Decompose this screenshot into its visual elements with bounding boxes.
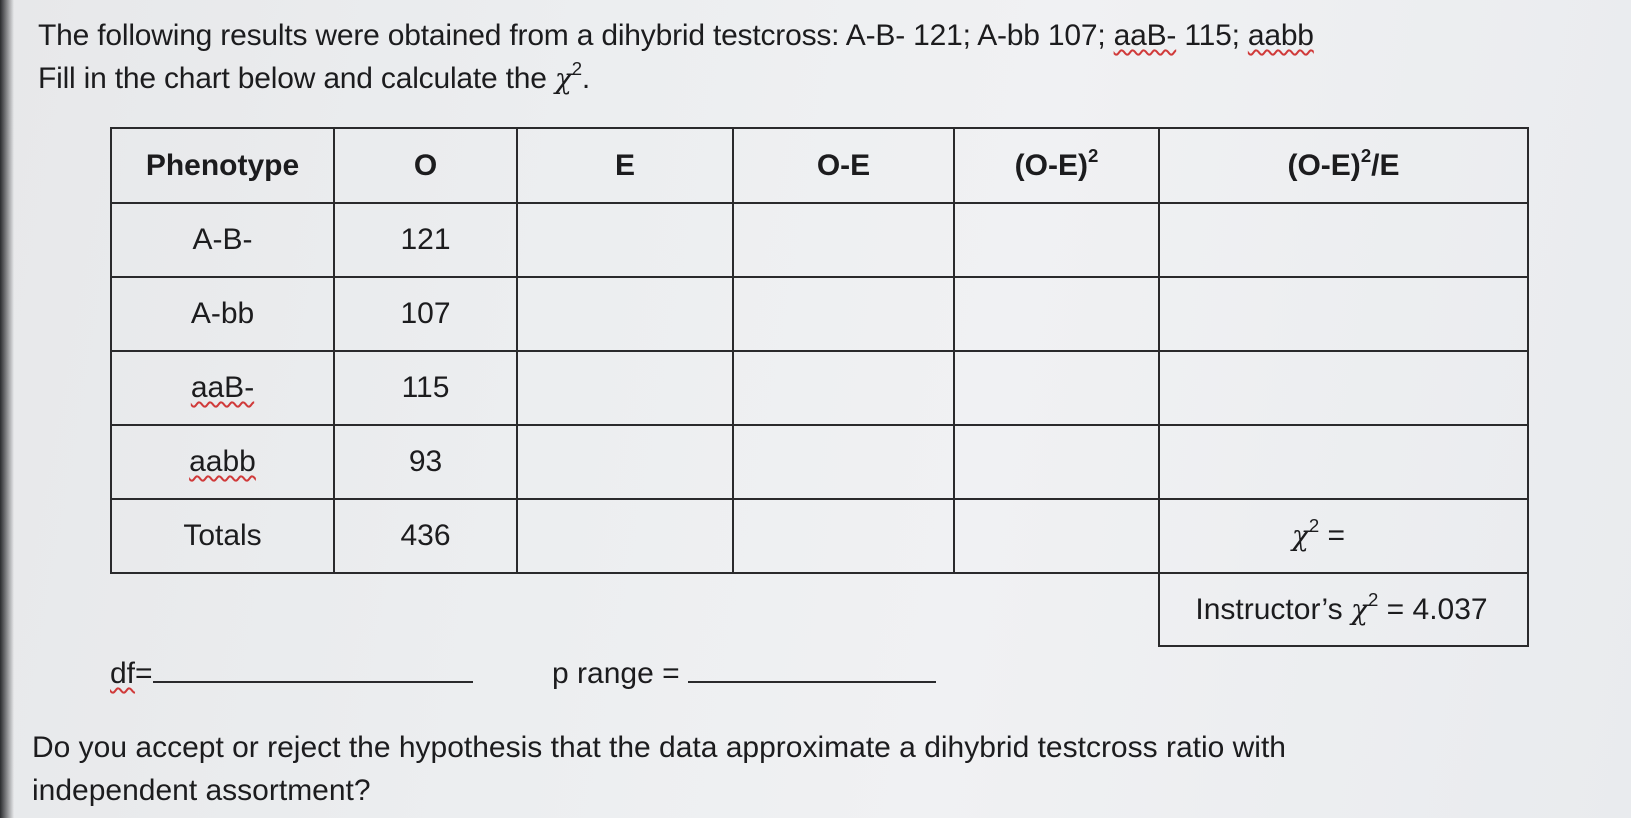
question-line-2: Fill in the chart below and calculate the $\chi^2$. [38,58,590,95]
chi-symbol: χ [554,62,572,95]
totals-o-minus-e-squared-input-cell[interactable] [954,499,1159,573]
o-minus-e-input-cell[interactable] [733,351,954,425]
phenotype-cell: aabb [111,425,334,499]
instructor-row [111,573,1528,646]
chi-component-input-cell[interactable] [1159,425,1528,499]
p-range-line [552,655,936,691]
expected-input-cell[interactable] [517,277,733,351]
chi-component-input-cell[interactable] [1159,203,1528,277]
header-observed: O [334,128,517,203]
aaB-term: aaB- [1113,19,1177,52]
chi-component-input-cell[interactable] [1159,351,1528,425]
o-minus-e-input-cell[interactable] [733,425,954,499]
o-minus-e-squared-input-cell[interactable] [954,351,1159,425]
chi-square-result-cell[interactable]: $\chi^2$ = [1159,499,1528,573]
header-phenotype: Phenotype [111,128,334,203]
phenotype-cell: A-B- [111,203,334,277]
table-row [111,351,1528,425]
totals-expected-input-cell[interactable] [517,499,733,573]
chi-square-chart [110,127,1529,647]
o-minus-e-squared-input-cell[interactable] [954,203,1159,277]
o-minus-e-squared-input-cell[interactable] [954,425,1159,499]
degrees-of-freedom-line: df= [110,655,473,691]
hypothesis-line-2: independent assortment? [32,774,371,807]
phenotype-cell: aaB- [111,351,334,425]
observed-cell: 93 [334,425,517,499]
observed-cell: 121 [334,203,517,277]
aabb-term: aabb [1247,19,1314,52]
p-range-label: p range = [552,657,688,690]
instructor-row-spacer [111,573,1159,646]
table-row [111,425,1528,499]
o-minus-e-input-cell[interactable] [733,203,954,277]
chi-component-input-cell[interactable] [1159,277,1528,351]
photo-edge-shadow [0,0,14,818]
table-row [111,203,1528,277]
table-row [111,277,1528,351]
totals-label: Totals [111,499,334,573]
observed-cell: 107 [334,277,517,351]
header-o-minus-e-squared-over-e: $(O-E)^2/E$ [1159,128,1528,203]
totals-observed: 436 [334,499,517,573]
df-label: df [110,657,136,690]
question-text [38,14,1598,100]
header-o-minus-e: O-E [733,128,954,203]
p-range-answer-blank[interactable] [688,655,936,683]
instructor-chi-square: Instructor’s $\chi^2 = 4.037$ [1159,573,1528,646]
hypothesis-line-1: Do you accept or reject the hypothesis that the data approximate a dihybrid testcross ratio with [32,731,1286,764]
df-answer-blank[interactable] [153,655,473,683]
expected-input-cell[interactable] [517,425,733,499]
header-o-minus-e-squared: $(O-E)^2$ [954,128,1159,203]
expected-input-cell[interactable] [517,351,733,425]
expected-input-cell[interactable] [517,203,733,277]
totals-o-minus-e-input-cell[interactable] [733,499,954,573]
observed-cell: 115 [334,351,517,425]
question-line-1: The following results were obtained from a dihybrid testcross: A-B- 121; A-bb 107; aaB- 115; aabb [38,19,1314,52]
header-row [111,128,1528,203]
hypothesis-question [32,726,1286,812]
header-expected: E [517,128,733,203]
totals-row [111,499,1528,573]
phenotype-cell: A-bb [111,277,334,351]
o-minus-e-input-cell[interactable] [733,277,954,351]
o-minus-e-squared-input-cell[interactable] [954,277,1159,351]
